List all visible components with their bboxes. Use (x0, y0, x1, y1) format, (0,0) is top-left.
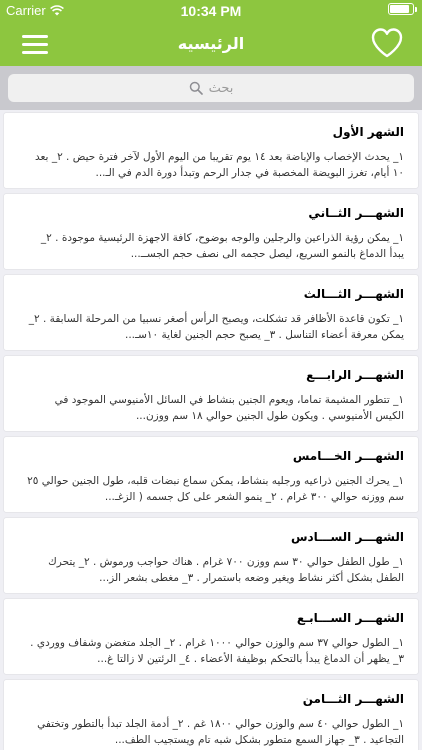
month-summary: ١_ يحرك الجنين ذراعيه ورجليه بنشاط، يمكن سماع نبضات قلبه، طول الجنين حوالي ٢٥ سم ووزنه حوالي ٣٠٠ غرام . ٢_ ينمو الشعر على كل جسمه ( الزغـ... (27, 475, 404, 503)
month-summary: ١_ تكون قاعدة الأظافر قد تشكلت، ويصبح الرأس أصغر نسبيا من المرحلة السابقة . ٢_ يمكن معرفة أعضاء التناسل . ٣_ يصبح حجم الجنين لغاية ١٠سـ... (28, 313, 404, 341)
month-title: الشهر الأول (332, 125, 404, 139)
battery-icon (388, 3, 414, 15)
month-card-6[interactable] (4, 518, 418, 593)
month-summary: ١_ الطول حوالي ٤٠ سم والوزن حوالي ١٨٠٠ غم . ٢_ أدمة الجلد تبدأ بالتطور وتختفي التجاعيد . ٣_ جهاز السمع متطور بشكل شبه تام ويستجيب الطف... (37, 718, 404, 746)
month-title: الشهـــر الثـــالث (303, 287, 404, 301)
month-title: الشهـــر الخـــامس (292, 449, 404, 463)
heart-icon (370, 27, 404, 59)
month-title: الشهـــر الثـــامن (302, 692, 404, 706)
month-summary: ١_ يحدث الإخصاب والإباضة بعد ١٤ يوم تقريبا من اليوم الأول لآخر فترة حيض . ٢_ بعد ١٠ أيام، تغرز البويضة المخصبة في جدار الرحم وتبدأ دورة الدم في الـ... (34, 151, 404, 179)
month-title: الشهـــر الســـابـع (296, 611, 404, 625)
month-summary: ١_ يمكن رؤية الذراعين والرجلين والوجه بوضوح، كافة الاجهزة الرئيسية موجودة . ٢_ يبدأ الدماغ بالنمو السريع، ليصل حجمه الى نصف حجم الجســ... (40, 232, 404, 260)
month-card-2[interactable] (4, 194, 418, 269)
month-card-7[interactable] (4, 599, 418, 674)
month-card-3[interactable] (4, 275, 418, 350)
month-card-8[interactable] (4, 680, 418, 750)
status-time: 10:34 PM (180, 3, 242, 19)
month-card-5[interactable] (4, 437, 418, 512)
month-title: الشهـــر الرابـــع (306, 368, 404, 382)
search-input[interactable] (8, 74, 414, 102)
month-title: الشهـــر الســـادس (290, 530, 404, 544)
month-card-1[interactable] (4, 113, 418, 188)
battery-group (388, 3, 414, 15)
battery-level (390, 5, 409, 13)
month-summary: ١_ تتطور المشيمة تماما، ويعوم الجنين بنشاط في السائل الأمنيوسي الموجود في الكيس الأمنيوسي . ويكون طول الجنين حوالي ١٨ سم ووزن... (54, 394, 404, 422)
magnifier-icon (189, 81, 203, 95)
search-bar (0, 66, 422, 110)
page-title: الرئيسيه (177, 34, 245, 53)
status-bar (0, 0, 422, 22)
month-card-4[interactable] (4, 356, 418, 431)
month-summary: ١_ الطول حوالي ٣٧ سم والوزن حوالي ١٠٠٠ غرام . ٢_ الجلد متغضن وشفاف ووردي . ٣_ يظهر أن الدماغ يبدأ بالتحكم بوظيفة الأعضاء . ٤_ الرئتين لا زالتا غ... (30, 637, 404, 665)
favorites-button[interactable] (370, 27, 404, 59)
navigation-bar (0, 22, 422, 66)
month-title: الشهـــر الثــاني (308, 206, 404, 220)
months-list (0, 110, 422, 750)
search-placeholder: بحث (208, 80, 234, 96)
carrier-label: Carrier (6, 3, 46, 18)
month-summary: ١_ طول الطفل حوالي ٣٠ سم ووزن ٧٠٠ غرام . هناك حواجب ورموش . ٢_ يتحرك الطفل بشكل أكثر نشاط ويغير وضعه باستمرار . ٣_ مغطى بشعر الز... (48, 556, 404, 584)
